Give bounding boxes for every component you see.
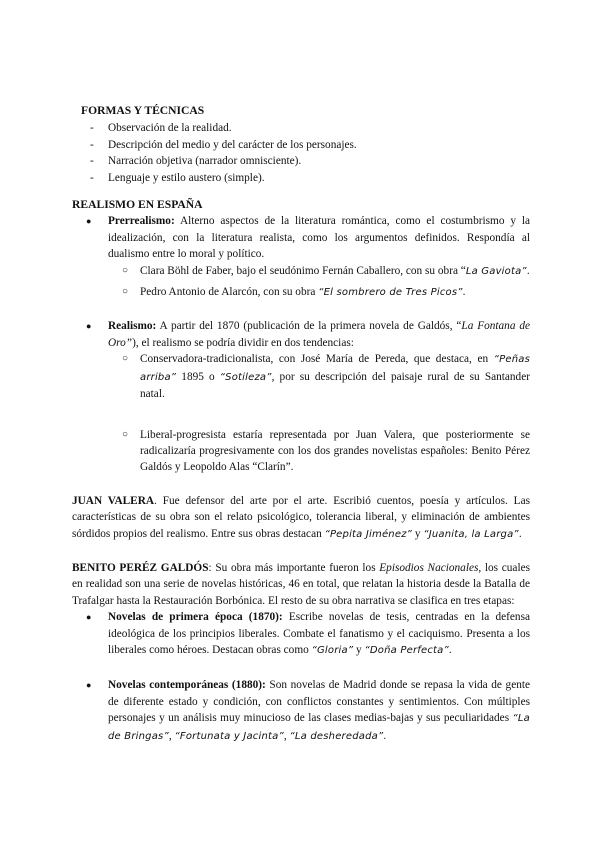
realismo-list — [72, 213, 530, 475]
body-text: Clara Böhl de Faber, bajo el seudónimo Fernán Caballero, con su obra “ — [140, 264, 466, 277]
body-text: Escribe novelas de tesis, centradas en la defensa ideológica de los principios liberales. Combate el fanatismo y el caciquismo. Presenta a los liberales como héroes. Destacan obras como — [108, 611, 530, 656]
list-item: - Descripción del medio y del carácter de los personajes. — [72, 137, 530, 153]
list-item: - Narración objetiva (narrador omnisciente). — [72, 153, 530, 169]
work-title: Episodios Nacionales — [379, 561, 479, 574]
term-label: Novelas contemporáneas (1880): — [108, 679, 266, 692]
body-text: A partir del 1870 (publicación de la primera novela de Galdós, “ — [156, 320, 462, 333]
sublist-item — [108, 284, 530, 301]
body-text: . Fue defensor del arte por el arte. Escribió cuentos, poesía y artículos. Las características de su obra son el relato psicológico, tolerancia liberal, y eliminación de ambientes sórdidos propios del realismo. Entre sus obras destacan — [72, 494, 530, 540]
term-label: Prerrealismo: — [108, 215, 175, 228]
list-item-etapa1 — [72, 609, 530, 659]
body-text: , — [283, 729, 290, 742]
work-title: “Fortunata y Jacinta” — [174, 730, 284, 742]
body-text: 1895 o — [176, 370, 220, 383]
author-name: BENITO PERÉZ GALDÓS — [72, 561, 209, 574]
work-title: “La de Bringas” — [108, 713, 530, 742]
body-text: y — [412, 527, 424, 540]
body-text: , por su descripción del paisaje rural de su Santander natal. — [140, 370, 530, 401]
body-text: y — [353, 643, 365, 656]
sublist-item — [108, 263, 530, 280]
document-page — [72, 103, 530, 745]
body-text: : Su obra más importante fueron los — [208, 561, 380, 574]
work-title: La Fontana de Oro” — [108, 320, 530, 349]
sublist — [108, 351, 530, 475]
body-text: Alterno aspectos de la literatura romántica, como el costumbrismo y la idealización, con la literatura realista, como los argumentos definidos. Respondía al dualismo entre lo moral y político. — [108, 215, 530, 261]
list-item: - Observación de la realidad. — [72, 120, 530, 136]
list-item-prerrealismo — [72, 213, 530, 301]
list-item: - Lenguaje y estilo austero (simple). — [72, 170, 530, 186]
body-text: . — [518, 527, 522, 540]
body-text: Conservadora-tradicionalista, con José María de Pereda, que destaca, en — [140, 353, 494, 366]
body-text: . — [448, 643, 452, 656]
body-text: , los cuales en realidad son una serie de novelas históricas, 46 en total, que relatan la historia desde la Batalla de Trafalgar hasta la Restauración Borbónica. El resto de su obra narrativa se clasifica en tres etapas: — [72, 561, 530, 607]
term-label: Novelas de primera época (1870): — [108, 611, 283, 624]
galdos-list — [72, 609, 530, 745]
body-text: Son novelas de Madrid donde se repasa la vida de gente de diferente estado y condición, con conflictos constantes y sentimientos. Con múltiples personajes y un análisis muy minucioso de las clases medias-bajas y sus peculiaridades — [108, 679, 531, 725]
formas-list — [72, 120, 530, 186]
paragraph-valera — [72, 493, 530, 543]
work-title: “El sombrero de Tres Picos” — [318, 287, 463, 299]
body-text: Liberal-progresista estaría representada por Juan Valera, que posteriormente se radicalizaría progresivamente con los dos grandes novelistas españoles: Benito Pérez Galdós y Leopoldo Alas “Clarín”. — [140, 428, 530, 474]
list-item-etapa2 — [72, 677, 530, 745]
work-title: “Pepita Jiménez” — [324, 528, 413, 540]
work-title: “Doña Perfecta” — [364, 644, 449, 656]
work-title: “Sotileza” — [219, 371, 272, 383]
sublist-item — [108, 427, 530, 476]
work-title: “Gloria” — [311, 644, 354, 656]
body-text: . — [383, 729, 387, 742]
body-text: ), el realismo se podría dividir en dos tendencias: — [132, 336, 354, 349]
work-title: “Peñas arriba” — [140, 354, 530, 383]
work-title: “La desheredada” — [289, 730, 384, 742]
body-text: Pedro Antonio de Alarcón, con su obra — [140, 286, 319, 299]
body-text: , — [168, 729, 175, 742]
body-text: . — [462, 286, 466, 299]
section-title-formas: FORMAS Y TÉCNICAS — [81, 104, 205, 117]
sublist — [108, 263, 530, 302]
paragraph-galdos — [72, 560, 530, 609]
section-title-realismo: REALISMO EN ESPAÑA — [72, 198, 203, 212]
list-item-realismo — [72, 318, 530, 475]
sublist-item — [108, 351, 530, 402]
author-name: JUAN VALERA — [72, 494, 155, 507]
term-label: Realismo: — [108, 320, 157, 333]
work-title: La Gaviota” — [465, 265, 527, 277]
work-title: “Juanita, la Larga” — [423, 528, 519, 540]
body-text: . — [526, 264, 530, 277]
